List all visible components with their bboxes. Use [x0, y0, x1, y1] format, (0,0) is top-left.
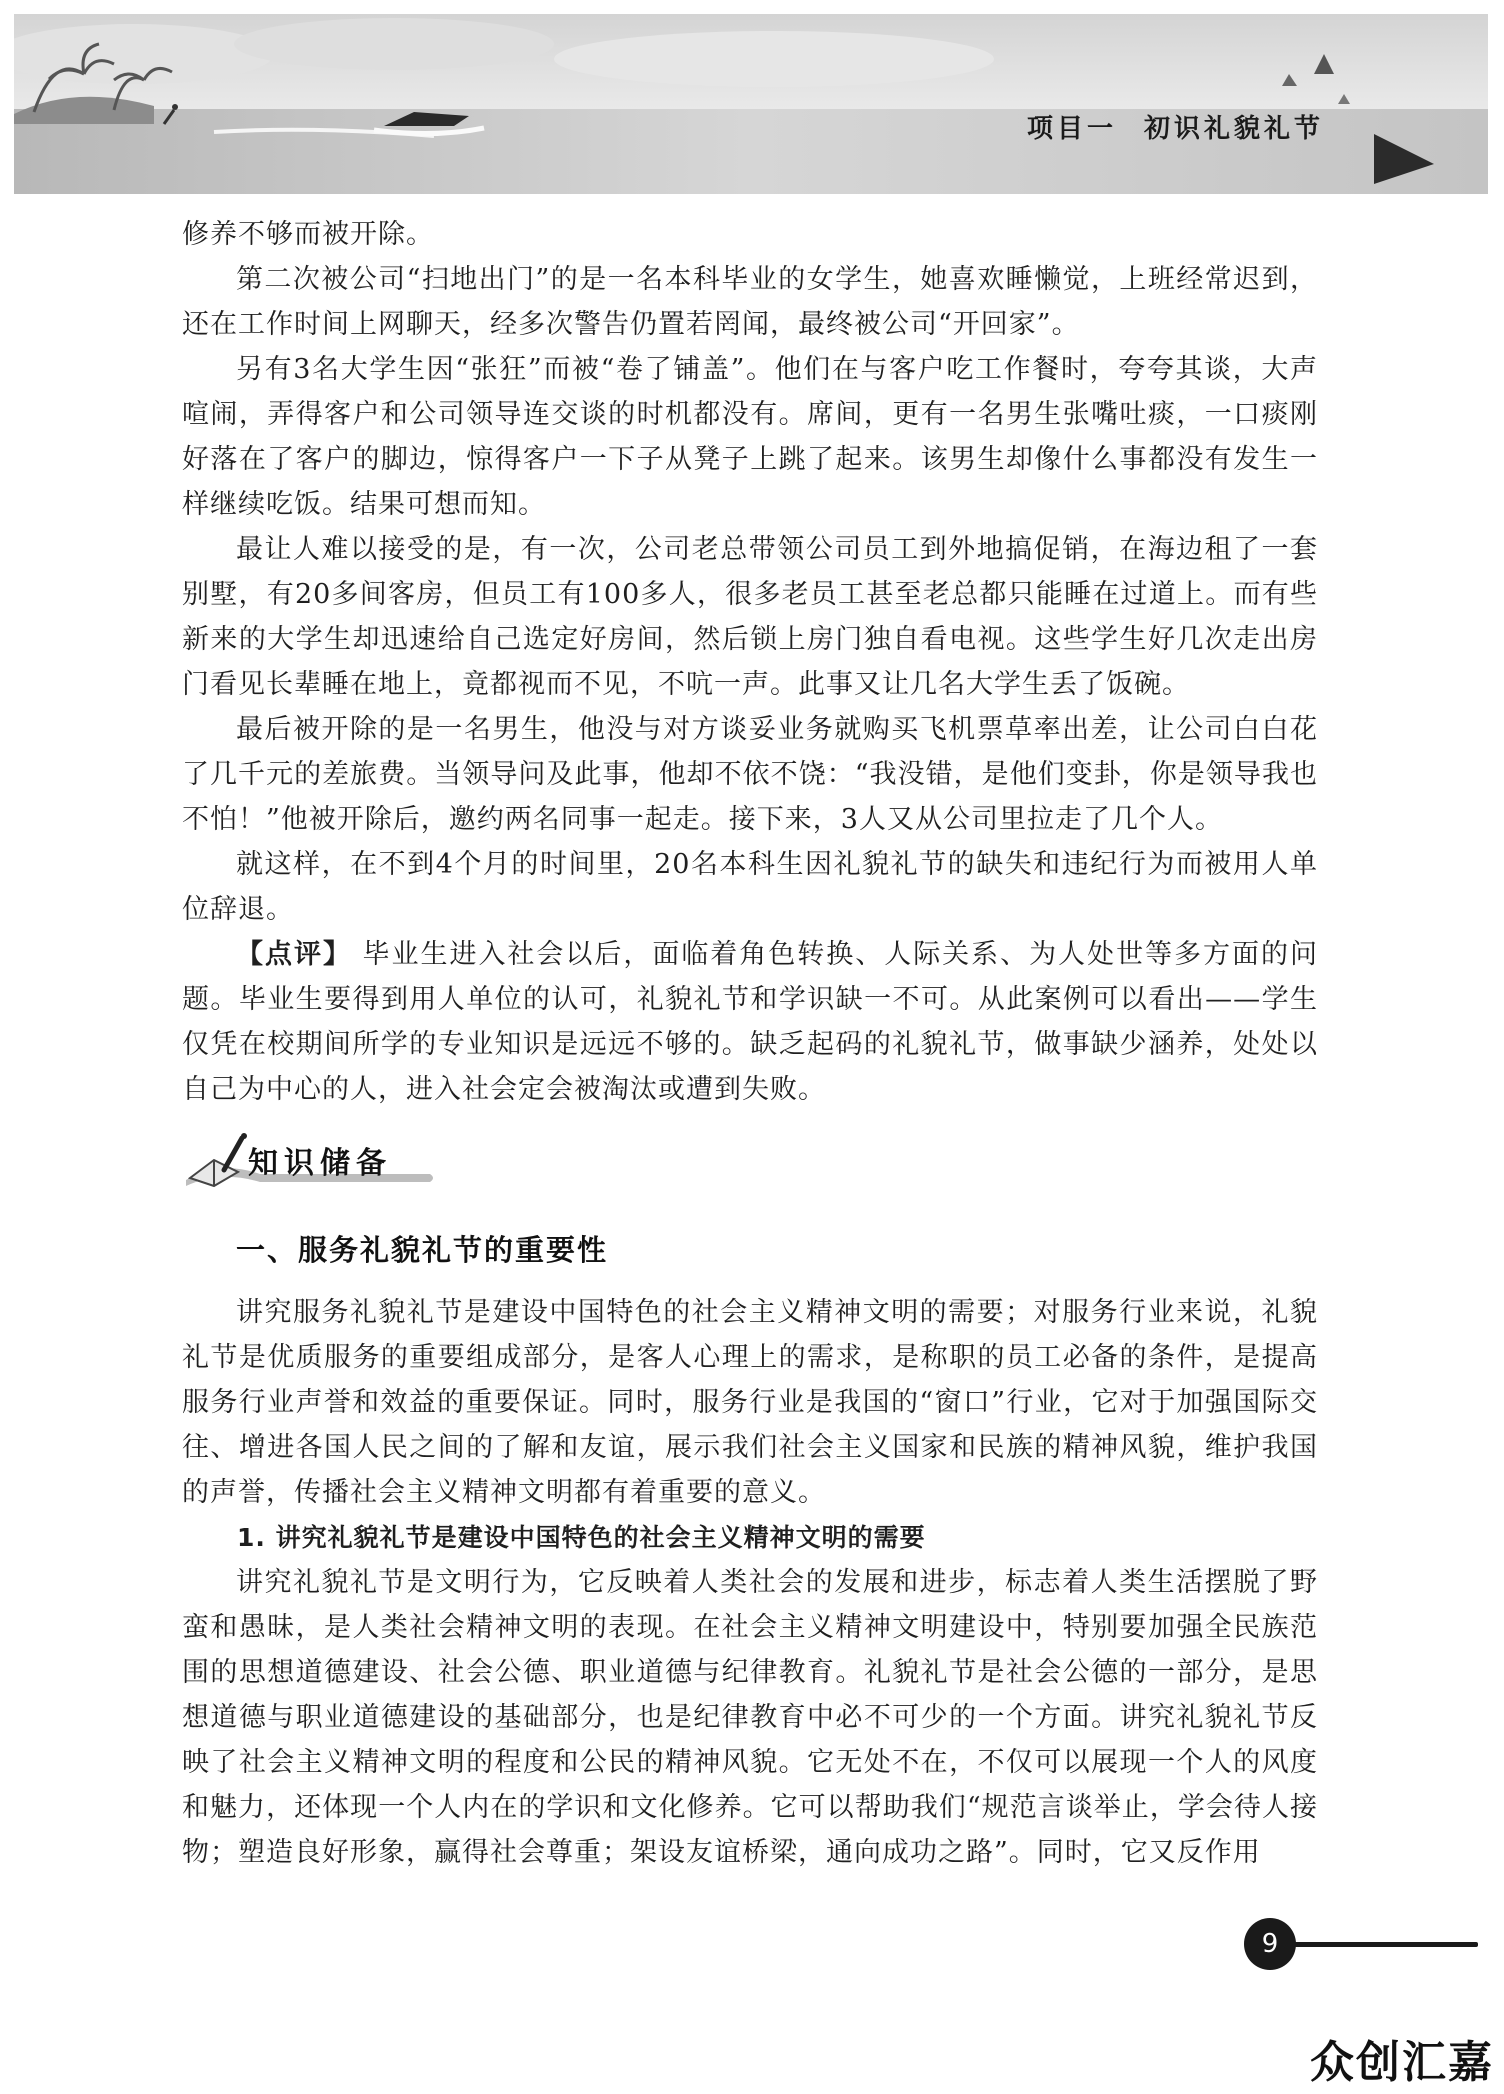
chapter-title: 项目一 初识礼貌礼节: [1026, 114, 1324, 144]
paragraph: 另有3名大学生因“张狂”而被“卷了铺盖”。他们在与客户吃工作餐时，夸夸其谈，大声喧闹，弄得客户和公司领导连交谈的时机都没有。席间，更有一名男生张嘴吐痰，一口痰刚好落在了客户的脚边，惊得客户一下子从凳子上跳了起来。该男生却像什么事都没有发生一样继续吃饭。结果可想而知。: [182, 354, 1318, 520]
case-study-text: [182, 212, 1318, 1112]
paragraph: 修养不够而被开除。: [182, 219, 434, 250]
paragraph: 讲究服务礼貌礼节是建设中国特色的社会主义精神文明的需要；对服务行业来说，礼貌礼节是优质服务的重要组成部分，是客人心理上的需求，是称职的员工必备的条件，是提高服务行业声誉和效益的重要保证。同时，服务行业是我国的“窗口”行业，它对于加强国际交往、增进各国人民之间的了解和友谊，展示我们社会主义国家和民族的精神风貌，维护我国的声誉，传播社会主义精神文明都有着重要的意义。: [182, 1297, 1318, 1508]
paragraph: 就这样，在不到4个月的时间里，20名本科生因礼貌礼节的缺失和违纪行为而被用人单位辞退。: [182, 849, 1318, 925]
watermark-logo: 众创汇嘉: [1310, 2037, 1494, 2088]
comment-label: 【点评】: [236, 939, 352, 970]
page-footer: [1244, 1914, 1484, 1974]
paragraph: 最后被开除的是一名男生，他没与对方谈妥业务就购买飞机票草率出差，让公司白白花了几千元的差旅费。当领导问及此事，他却不依不饶：“我没错，是他们变卦，你是领导我也不怕！”他被开除后，邀约两名同事一起走。接下来，3人又从公司里拉走了几个人。: [182, 714, 1318, 835]
paragraph: 讲究礼貌礼节是文明行为，它反映着人类社会的发展和进步，标志着人类生活摆脱了野蛮和愚昧，是人类社会精神文明的表现。在社会主义精神文明建设中，特别要加强全民族范围的思想道德建设、社会公德、职业道德与纪律教育。礼貌礼节是社会公德的一部分，是思想道德与职业道德建设的基础部分，也是纪律教育中必不可少的一个方面。讲究礼貌礼节反映了社会主义精神文明的程度和公民的精神风貌。它无处不在，不仅可以展现一个人的风度和魅力，还体现一个人内在的学识和文化修养。它可以帮助我们“规范言谈举止，学会待人接物；塑造良好形象，赢得社会尊重；架设友谊桥梁，通向成功之路”。同时，它又反作用: [182, 1567, 1318, 1868]
comment-paragraph: [182, 932, 1318, 1112]
paragraph: 最让人难以接受的是，有一次，公司老总带领公司员工到外地搞促销，在海边租了一套别墅，有20多间客房，但员工有100多人，很多老员工甚至老总都只能睡在过道上。而有些新来的大学生却迅速给自己选定好房间，然后锁上房门独自看电视。这些学生好几次走出房门看见长辈睡在地上，竟都视而不见，不吭一声。此事又让几名大学生丢了饭碗。: [182, 534, 1318, 700]
beach-scene-illustration: [14, 14, 1488, 194]
knowledge-reserve-title: 知识储备: [248, 1146, 392, 1181]
paragraph: 第二次被公司“扫地出门”的是一名本科毕业的女学生，她喜欢睡懒觉，上班经常迟到，还在工作时间上网聊天，经多次警告仍置若罔闻，最终被公司“开回家”。: [182, 264, 1318, 340]
subsection-heading: 1. 讲究礼貌礼节是建设中国特色的社会主义精神文明的需要: [237, 1523, 926, 1552]
footer-rule: [1288, 1942, 1478, 1947]
knowledge-reserve-banner: [180, 1130, 440, 1190]
comment-text: 毕业生进入社会以后，面临着角色转换、人际关系、为人处世等多方面的问题。毕业生要得到用人单位的认可，礼貌礼节和学识缺一不可。从此案例可以看出——学生仅凭在校期间所学的专业知识是远远不够的。缺乏起码的礼貌礼节，做事缺少涵养，处处以自己为中心的人，进入社会定会被淘汰或遭到失败。: [182, 939, 1318, 1105]
page-number: 9: [1244, 1918, 1296, 1970]
section-heading: 一、服务礼貌礼节的重要性: [236, 1233, 609, 1267]
section-body: [182, 1290, 1318, 1875]
header-banner: [14, 14, 1488, 194]
